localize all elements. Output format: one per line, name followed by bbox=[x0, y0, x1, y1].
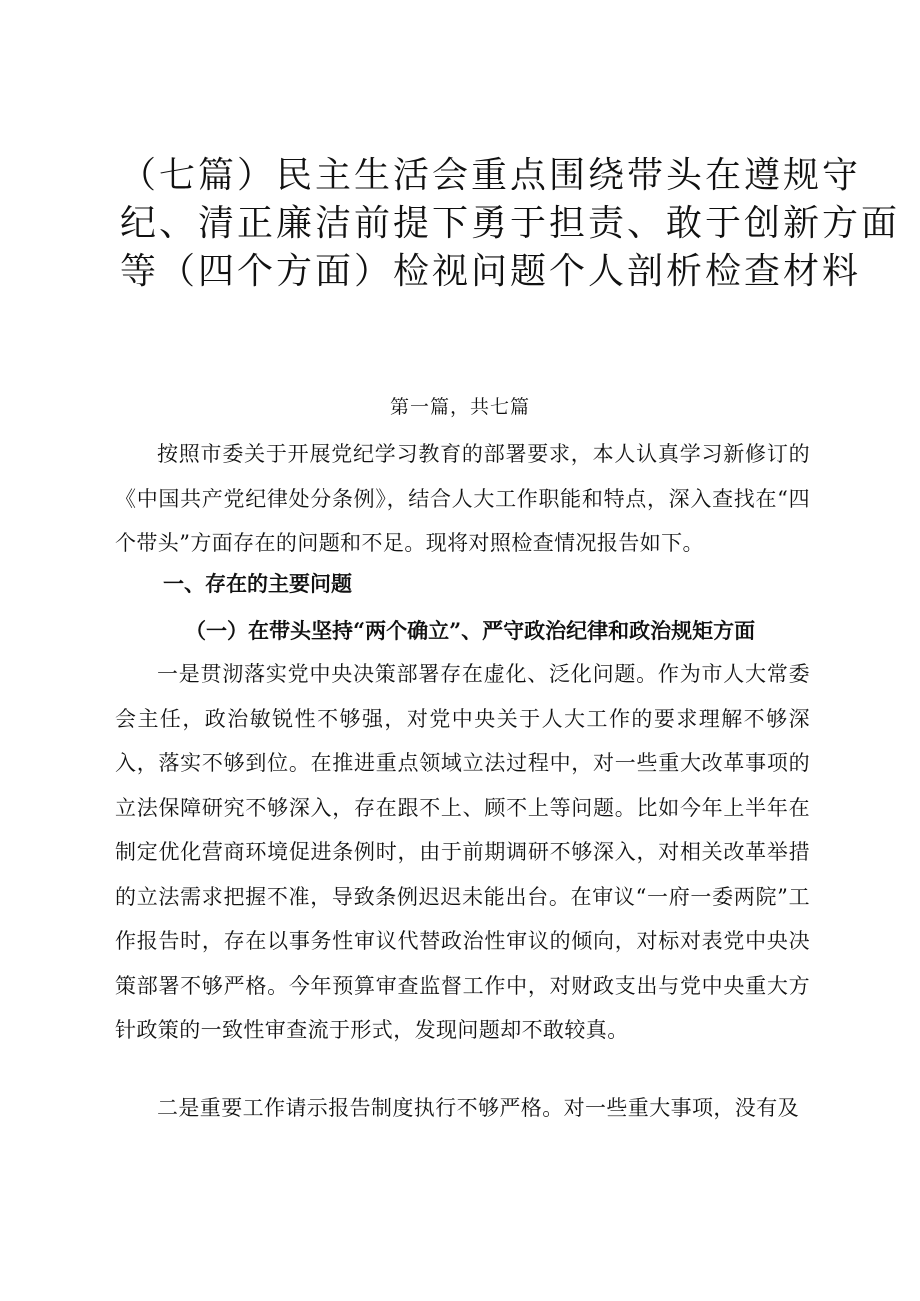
document-title bbox=[120, 152, 901, 296]
title-line: 等（四个方面）检视问题个人剖析检查材料 bbox=[120, 251, 862, 292]
title-line: （七篇）民主生活会重点围绕带头在遵规守 bbox=[120, 155, 862, 196]
intro-paragraph: 按照市委关于开展党纪学习教育的部署要求，本人认真学习新修订的《中国共产党纪律处分条例》，结合人大工作职能和特点，深入查找在“四个带头”方面存在的问题和不足。现将对照检查情况报告如下。 bbox=[115, 442, 810, 555]
subsection-heading: （一）在带头坚持“两个确立”、严守政治纪律和政治规矩方面 bbox=[185, 618, 756, 643]
body-paragraph: 二是重要工作请示报告制度执行不够严格。对一些重大事项，没有及 bbox=[157, 1096, 799, 1120]
section-heading: 一、存在的主要问题 bbox=[163, 572, 352, 596]
body-paragraph: 一是贯沏落实党中央决策部署存在虚化、泛化问题。作为市人大常委会主任，政治敏锐性不够强，对党中央关于人大工作的要求理解不够深入，落实不够到位。在推进重点领域立法过程中，对一些重大改革事项的立法保障研究不够深入，存在跟不上、顾不上等问题。比如今年上半年在制定优化营商环境促进条例时，由于前期调研不够深入，对相关改革举措的立法需求把握不准，导致条例迟迟未能出台。在审议“一府一委两院”工作报告时，存在以事务性审议代替政治性审议的倾向，对标对表党中央决策部署不够严格。今年预算审查监督工作中，对财政支出与党中央重大方针政策的一致性审查流于形式，发现问题却不敢较真。 bbox=[115, 662, 810, 1042]
part-label: 第一篇，共七篇 bbox=[389, 396, 530, 418]
title-line: 纪、清正廉洁前提下勇于担责、敢于创新方面 bbox=[120, 203, 901, 244]
